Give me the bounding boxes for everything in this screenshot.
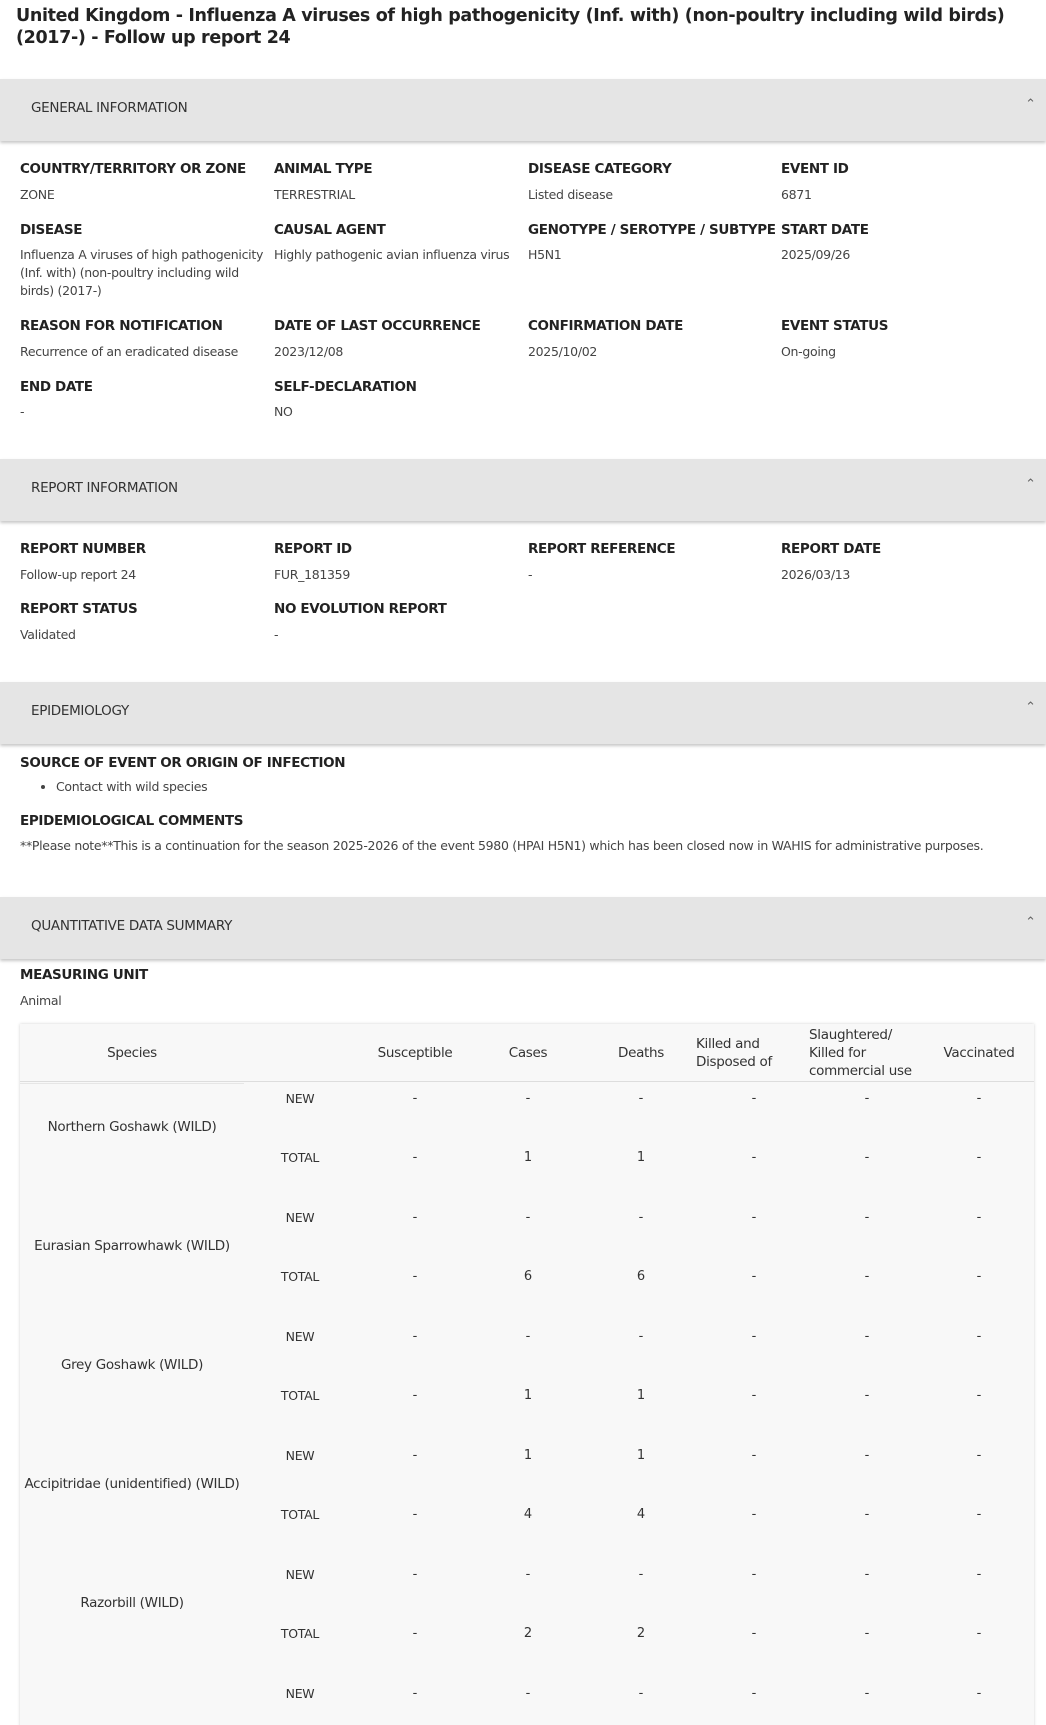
table-cell-killed: - <box>751 1269 757 1284</box>
table-cell-vaccinated: - <box>976 1686 982 1701</box>
table-cell-cases: 2 <box>523 1626 533 1641</box>
table-cell-killed: - <box>751 1507 757 1522</box>
chevron-up-icon[interactable]: ⌃ <box>1025 97 1036 112</box>
end-date-value: - <box>20 404 25 419</box>
table-cell-slaughtered: - <box>864 1626 870 1641</box>
table-cell-killed: - <box>751 1626 757 1641</box>
table-cell-deaths: 4 <box>636 1507 646 1522</box>
table-cell-susceptible: - <box>412 1448 418 1463</box>
last-occurrence-label: DATE OF LAST OCCURRENCE <box>274 318 481 334</box>
table-header-divider <box>20 1081 1034 1082</box>
table-cell-slaughtered: - <box>864 1448 870 1463</box>
report-number-label: REPORT NUMBER <box>20 541 146 557</box>
report-information-header[interactable] <box>0 459 1046 521</box>
table-cell-susceptible: - <box>412 1150 418 1165</box>
source-label: SOURCE OF EVENT OR ORIGIN OF INFECTION <box>20 755 346 771</box>
table-cell-vaccinated: - <box>976 1626 982 1641</box>
quantitative-table <box>20 1024 1034 1725</box>
table-cell-vaccinated: - <box>976 1329 982 1344</box>
row-label-total: TOTAL <box>280 1388 320 1403</box>
confirmation-date-value: 2025/10/02 <box>528 344 598 359</box>
table-cell-cases: - <box>525 1567 531 1582</box>
causal-agent-value: Highly pathogenic avian influenza virus <box>274 247 510 262</box>
disease-category-label: DISEASE CATEGORY <box>528 161 672 177</box>
disease-value: Influenza A viruses of high pathogenicity (Inf. with) (non-poultry including wild birds) (2017-) <box>20 247 264 298</box>
table-cell-cases: 1 <box>523 1388 533 1403</box>
end-date-label: END DATE <box>20 379 93 395</box>
animal-type-label: ANIMAL TYPE <box>274 161 373 177</box>
confirmation-date-label: CONFIRMATION DATE <box>528 318 683 334</box>
reason-value: Recurrence of an eradicated disease <box>20 344 239 359</box>
report-status-label: REPORT STATUS <box>20 601 138 617</box>
col-header-killed: Killed and Disposed of <box>696 1036 772 1070</box>
col-header-vaccinated: Vaccinated <box>943 1045 1015 1061</box>
col-header-susceptible: Susceptible <box>377 1045 453 1061</box>
source-list <box>56 779 207 794</box>
genotype-value: H5N1 <box>528 247 562 262</box>
table-cell-killed: - <box>751 1091 757 1106</box>
report-date-value: 2026/03/13 <box>781 567 851 582</box>
table-cell-vaccinated: - <box>976 1210 982 1225</box>
species-name: Eurasian Sparrowhawk (WILD) <box>34 1238 230 1254</box>
table-cell-cases: 4 <box>523 1507 533 1522</box>
quantitative-header[interactable] <box>0 897 1046 959</box>
table-cell-killed: - <box>751 1388 757 1403</box>
table-cell-deaths: 6 <box>636 1269 646 1284</box>
causal-agent-label: CAUSAL AGENT <box>274 222 386 238</box>
table-cell-vaccinated: - <box>976 1150 982 1165</box>
col-header-deaths: Deaths <box>617 1045 665 1061</box>
table-cell-deaths: 1 <box>636 1388 646 1403</box>
chevron-up-icon[interactable]: ⌃ <box>1025 477 1036 492</box>
table-cell-deaths: - <box>638 1686 644 1701</box>
table-cell-slaughtered: - <box>864 1150 870 1165</box>
table-cell-vaccinated: - <box>976 1567 982 1582</box>
start-date-label: START DATE <box>781 222 869 238</box>
quantitative-title: QUANTITATIVE DATA SUMMARY <box>31 918 233 934</box>
table-cell-susceptible: - <box>412 1686 418 1701</box>
table-cell-slaughtered: - <box>864 1567 870 1582</box>
table-cell-slaughtered: - <box>864 1091 870 1106</box>
row-label-new: NEW <box>285 1210 315 1225</box>
table-cell-killed: - <box>751 1329 757 1344</box>
country-value: ZONE <box>20 187 55 202</box>
table-cell-susceptible: - <box>412 1567 418 1582</box>
page-title: United Kingdom - Influenza A viruses of high pathogenicity (Inf. with) (non-poultry including wild birds) (2017-) - Follow up report 24 <box>16 6 1005 48</box>
table-cell-cases: 1 <box>523 1448 533 1463</box>
disease-category-value: Listed disease <box>528 187 613 202</box>
epidemiology-header[interactable] <box>0 682 1046 744</box>
species-name: Northern Goshawk (WILD) <box>47 1119 217 1135</box>
table-cell-killed: - <box>751 1686 757 1701</box>
epi-comments-value: **Please note**This is a continuation for the season 2025-2026 of the event 5980 (HPAI H5N1) which has been closed now in WAHIS for administrative purposes. <box>20 838 984 853</box>
table-cell-cases: - <box>525 1091 531 1106</box>
table-cell-cases: - <box>525 1686 531 1701</box>
table-cell-susceptible: - <box>412 1210 418 1225</box>
row-label-new: NEW <box>285 1567 315 1582</box>
event-id-value: 6871 <box>781 187 812 202</box>
general-information-title: GENERAL INFORMATION <box>31 100 188 116</box>
row-label-new: NEW <box>285 1091 315 1106</box>
table-cell-deaths: - <box>638 1329 644 1344</box>
table-cell-deaths: - <box>638 1091 644 1106</box>
row-label-new: NEW <box>285 1686 315 1701</box>
measuring-unit-value: Animal <box>20 993 62 1008</box>
table-cell-slaughtered: - <box>864 1269 870 1284</box>
species-name: Accipitridae (unidentified) (WILD) <box>24 1476 240 1492</box>
table-cell-killed: - <box>751 1448 757 1463</box>
table-cell-killed: - <box>751 1567 757 1582</box>
row-label-new: NEW <box>285 1329 315 1344</box>
genotype-label: GENOTYPE / SEROTYPE / SUBTYPE <box>528 222 776 238</box>
report-status-value: Validated <box>20 627 76 642</box>
chevron-up-icon[interactable]: ⌃ <box>1025 915 1036 930</box>
self-declaration-value: NO <box>274 404 293 419</box>
table-cell-deaths: - <box>638 1567 644 1582</box>
event-status-value: On-going <box>781 344 836 359</box>
report-id-label: REPORT ID <box>274 541 352 557</box>
report-information-title: REPORT INFORMATION <box>31 480 178 496</box>
start-date-value: 2025/09/26 <box>781 247 851 262</box>
epidemiology-title: EPIDEMIOLOGY <box>31 703 129 719</box>
self-declaration-label: SELF-DECLARATION <box>274 379 417 395</box>
event-id-label: EVENT ID <box>781 161 849 177</box>
report-reference-value: - <box>528 567 533 582</box>
table-cell-slaughtered: - <box>864 1388 870 1403</box>
table-cell-vaccinated: - <box>976 1448 982 1463</box>
report-id-value: FUR_181359 <box>274 567 350 582</box>
row-label-total: TOTAL <box>280 1626 320 1641</box>
table-cell-slaughtered: - <box>864 1507 870 1522</box>
table-cell-susceptible: - <box>412 1091 418 1106</box>
table-cell-cases: - <box>525 1329 531 1344</box>
table-cell-vaccinated: - <box>976 1507 982 1522</box>
no-evolution-value: - <box>274 627 279 642</box>
reason-label: REASON FOR NOTIFICATION <box>20 318 223 334</box>
general-information-header[interactable] <box>0 79 1046 141</box>
table-cell-cases: - <box>525 1210 531 1225</box>
disease-label: DISEASE <box>20 222 83 238</box>
table-cell-cases: 6 <box>523 1269 533 1284</box>
table-cell-cases: 1 <box>523 1150 533 1165</box>
table-cell-killed: - <box>751 1150 757 1165</box>
species-header-divider <box>20 1083 244 1084</box>
col-header-species: Species <box>107 1045 157 1061</box>
table-cell-deaths: 1 <box>636 1150 646 1165</box>
table-cell-slaughtered: - <box>864 1686 870 1701</box>
epi-comments-label: EPIDEMIOLOGICAL COMMENTS <box>20 813 244 829</box>
list-item: • Contact with wild species <box>56 779 207 794</box>
table-cell-killed: - <box>751 1210 757 1225</box>
table-cell-slaughtered: - <box>864 1210 870 1225</box>
no-evolution-label: NO EVOLUTION REPORT <box>274 601 447 617</box>
col-header-slaughtered: Slaughtered/ Killed for commercial use <box>809 1027 912 1079</box>
table-cell-slaughtered: - <box>864 1329 870 1344</box>
species-name: Grey Goshawk (WILD) <box>60 1357 204 1373</box>
table-cell-susceptible: - <box>412 1329 418 1344</box>
table-cell-vaccinated: - <box>976 1269 982 1284</box>
report-date-label: REPORT DATE <box>781 541 881 557</box>
table-cell-vaccinated: - <box>976 1388 982 1403</box>
row-label-total: TOTAL <box>280 1150 320 1165</box>
row-label-total: TOTAL <box>280 1507 320 1522</box>
report-reference-label: REPORT REFERENCE <box>528 541 676 557</box>
table-cell-susceptible: - <box>412 1269 418 1284</box>
table-cell-susceptible: - <box>412 1507 418 1522</box>
animal-type-value: TERRESTRIAL <box>274 187 355 202</box>
row-label-new: NEW <box>285 1448 315 1463</box>
chevron-up-icon[interactable]: ⌃ <box>1025 700 1036 715</box>
species-name: Razorbill (WILD) <box>80 1595 184 1611</box>
last-occurrence-value: 2023/12/08 <box>274 344 344 359</box>
table-cell-vaccinated: - <box>976 1091 982 1106</box>
measuring-unit-label: MEASURING UNIT <box>20 967 148 983</box>
event-status-label: EVENT STATUS <box>781 318 889 334</box>
table-cell-susceptible: - <box>412 1626 418 1641</box>
row-label-total: TOTAL <box>280 1269 320 1284</box>
report-number-value: Follow-up report 24 <box>20 567 136 582</box>
country-label: COUNTRY/TERRITORY OR ZONE <box>20 161 246 177</box>
table-cell-deaths: 2 <box>636 1626 646 1641</box>
table-cell-deaths: 1 <box>636 1448 646 1463</box>
table-cell-deaths: - <box>638 1210 644 1225</box>
table-cell-susceptible: - <box>412 1388 418 1403</box>
col-header-cases: Cases <box>508 1045 548 1061</box>
